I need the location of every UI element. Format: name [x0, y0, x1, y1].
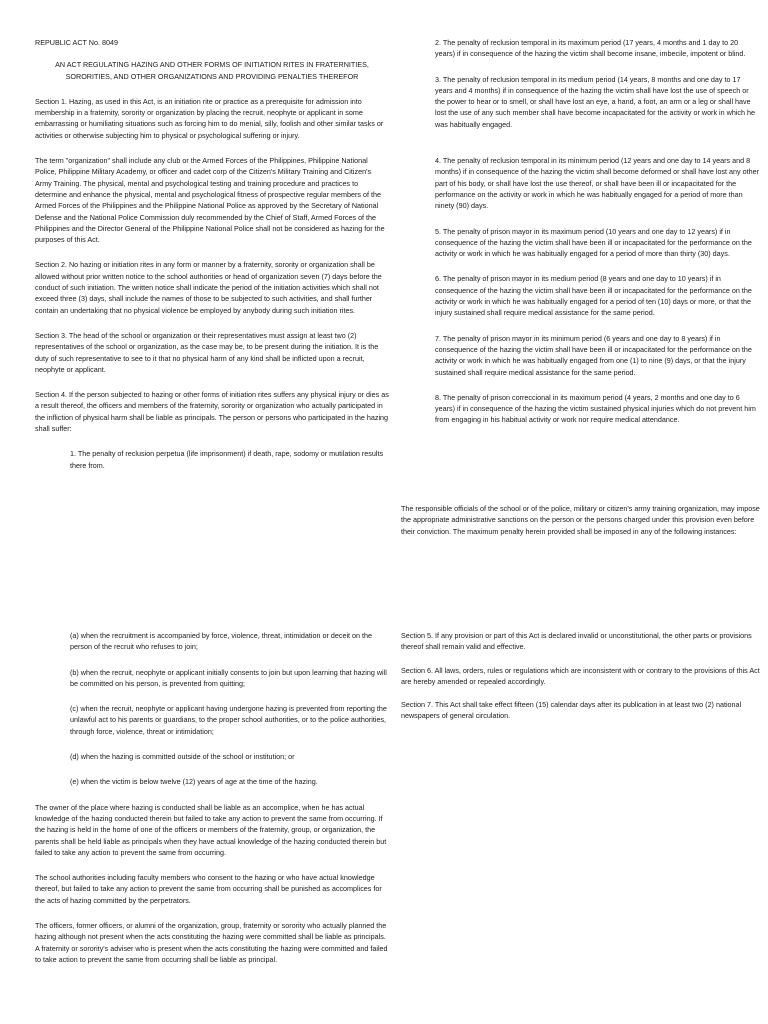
right-column-top — [435, 37, 760, 442]
penalty-8: 8. The penalty of prison correccional in its maximum period (4 years, 2 months and one day to 6 years) if in consequence of the hazing the victim sustained physical injuries which do not prevent him from engaging in his habitual activity or work nor require medical attendance. — [435, 392, 756, 425]
section-7: Section 7. This Act shall take effect fifteen (15) calendar days after its publication in at least two (2) national newspapers of general circulation. — [401, 700, 742, 721]
penalty-6: 6. The penalty of prison mayor in its medium period (8 years and one day to 10 years) if in consequence of the hazing the victim shall have been ill or incapacitated for the performance on the activity or work in which he was habitually engaged for a period of ten (10) days or more, or that the injury sustained shall require medical assistance for the same period. — [435, 274, 752, 318]
penalty-2: 2. The penalty of reclusion temporal in its maximum period (17 years, 4 months and 1 day to 20 years) if in consequence of the hazing the victim shall become insane, imbecile, impotent or blind. — [435, 38, 746, 59]
section-5: Section 5. If any provision or part of this Act is declared invalid or unconstitutional, the other parts or provisions thereof shall remain valid and effective. — [401, 631, 752, 652]
section-4: Section 4. If the person subjected to hazing or other forms of initiation rites suffers any physical injury or dies as a result thereof, the officers and members of the fraternity, sorority or organization who actually participated in the infliction of physical harm shall be liable as principals. The person or persons who participated in the hazing shall suffer: — [35, 390, 389, 434]
penalty-5: 5. The penalty of prison mayor in its maximum period (10 years and one day to 12 years) if in consequence of the hazing the victim shall have been ill or incapacitated for the performance on the activity or work in which he was habitually engaged for a period of more than thirty (30) days. — [435, 226, 752, 259]
penalty-1: 1. The penalty of reclusion perpetua (life imprisonment) if death, rape, sodomy or mutilation results there from. — [70, 449, 384, 470]
penalty-4: 4. The penalty of reclusion temporal in its minimum period (12 years and one day to 14 years and 8 months) if in consequence of the hazing the victim shall become deformed or shall have lost any other part of his body, or shall have lost the use thereof, or shall have been ill or incapacitated for the performance on the activity or work in which he was habitually engaged for a period of more than ninety (90) days. — [435, 156, 760, 211]
section-3: Section 3. The head of the school or organization or their representatives must assign at least two (2) representatives of the school or organization, as the case may be, to be present during the initiation. It is the duty of such representative to see to it that no physical harm of any kind shall be inflicted upon a recruit, neophyte or applicant. — [35, 330, 379, 374]
left-column-top — [35, 37, 389, 485]
right-column-bottom — [401, 630, 760, 736]
instance-c: (c) when the recruit, neophyte or applicant having undergone hazing is prevented from reporting the unlawful act to his parents or guardians, to the proper school authorities, or to the police authorities, through force, violence, threat or intimidation; — [70, 704, 387, 736]
instance-a: (a) when the recruitment is accompanied by force, violence, threat, intimidation or deceit on the person of the recruit who refuses to join; — [70, 631, 373, 652]
owner-liability: The owner of the place where hazing is conducted shall be liable as an accomplice, when he has actual knowledge of the hazing conducted therein but failed to take any action to prevent the same from occurring. If the hazing is held in the home of one of the officers or members of the fraternity, group, or organization, the parents shall be held liable as principals when they have actual knowledge of the hazing conducted therein but failed to take any action to prevent the same from occurring. — [35, 802, 387, 857]
penalty-7: 7. The penalty of prison mayor in its minimum period (6 years and one day to 8 years) if in consequence of the hazing the victim shall have been ill or incapacitated for the performance on the activity or work in which he was habitually engaged from one (1) to nine (9) days, or that the injury sustained shall require medical assistance for the same period. — [435, 333, 752, 377]
instance-b: (b) when the recruit, neophyte or applicant initially consents to join but upon learning that hazing will be committed on his person, is prevented from quitting; — [70, 667, 387, 688]
section-1: Section 1. Hazing, as used in this Act, is an initiation rite or practice as a prerequisite for admission into membership in a fraternity, sorority or organization by placing the recruit, neophyte or applicant in some embarrassing or humiliating situations such as forcing him to do menial, silly, foolish and other similar tasks or activities or otherwise subjecting him to physical or psychological suffering or injury. — [35, 96, 384, 140]
act-number: REPUBLIC ACT No. 8049 — [35, 38, 118, 47]
responsible-officials: The responsible officials of the school or of the police, military or citizen's army training organization, may impose the appropriate administrative sanctions on the person or the persons charged under this provision even before their conviction. The maximum penalty herein provided shall be imposed in any of the following instances: — [401, 504, 760, 536]
organization-definition: The term "organization" shall include any club or the Armed Forces of the Philippines, Philippine National Police, Philippine Military Academy, or officer and cadet corp of the Citizen's Military Training and Citizen's Army Training. The physical, mental and psychological testing and training procedure and practices to determine and enhance the physical, mental and psychological fitness of prospective regular members of the Armed Forces of the Philippines and the Philippine National Police as approved by the Secretary of National Defense and the National Police Commission duly recommended by the Chief of Staff, Armed Forces of the Philippines and the Director General of the Philippine National Police shall not be considered as hazing for the purposes of this Act. — [35, 156, 385, 245]
section-2: Section 2. No hazing or initiation rites in any form or manner by a fraternity, sorority or organization shall be allowed without prior written notice to the school authorities or head of organization seven (7) days before the conduct of such initiation. The written notice shall indicate the period of the initiation activities which shall not exceed three (3) days, shall include the names of those to be subjected to such activities, and shall further contain an undertaking that no physical violence be employed by anybody during such initiation rites. — [35, 260, 382, 315]
section-6: Section 6. All laws, orders, rules or regulations which are inconsistent with or contrary to the provisions of this Act are hereby amended or repealed accordingly. — [401, 665, 760, 686]
school-authorities-liability: The school authorities including faculty members who consent to the hazing or who have actual knowledge thereof, but failed to take any action to prevent the same from occurring shall be punished as accomplices for the acts of hazing committed by the perpetrators. — [35, 873, 382, 905]
instance-d: (d) when the hazing is committed outside of the school or institution; or — [70, 752, 295, 762]
officers-liability: The officers, former officers, or alumni of the organization, group, fraternity or sorority who actually planned the hazing although not present when the acts constituting the hazing were committed shall be liable as principals. A fraternity or sorority's adviser who is present when the acts constituting the hazing were committed and failed to take action to prevent the same from occurring shall be liable as principal. — [35, 921, 388, 964]
penalty-3: 3. The penalty of reclusion temporal in its medium period (14 years, 8 months and one day to 17 years and 4 months) if in consequence of the hazing the victim shall have lost the use of speech or the power to hear or to smell, or shall have lost an eye, a hand, a foot, an arm or a leg or shall have lost the use of any such member shall have become incapacitated for the activity or work in which he was habitually engaged. — [435, 74, 756, 129]
left-column-bottom — [35, 630, 389, 979]
act-heading: AN ACT REGULATING HAZING AND OTHER FORMS OF INITIATION RITES IN FRATERNITIES, SORORITIES, AND OTHER ORGANIZATIONS AND PROVIDING PENALTIES THEREFOR — [55, 60, 369, 81]
instance-e: (e) when the victim is below twelve (12) years of age at the time of the hazing. — [70, 777, 318, 787]
